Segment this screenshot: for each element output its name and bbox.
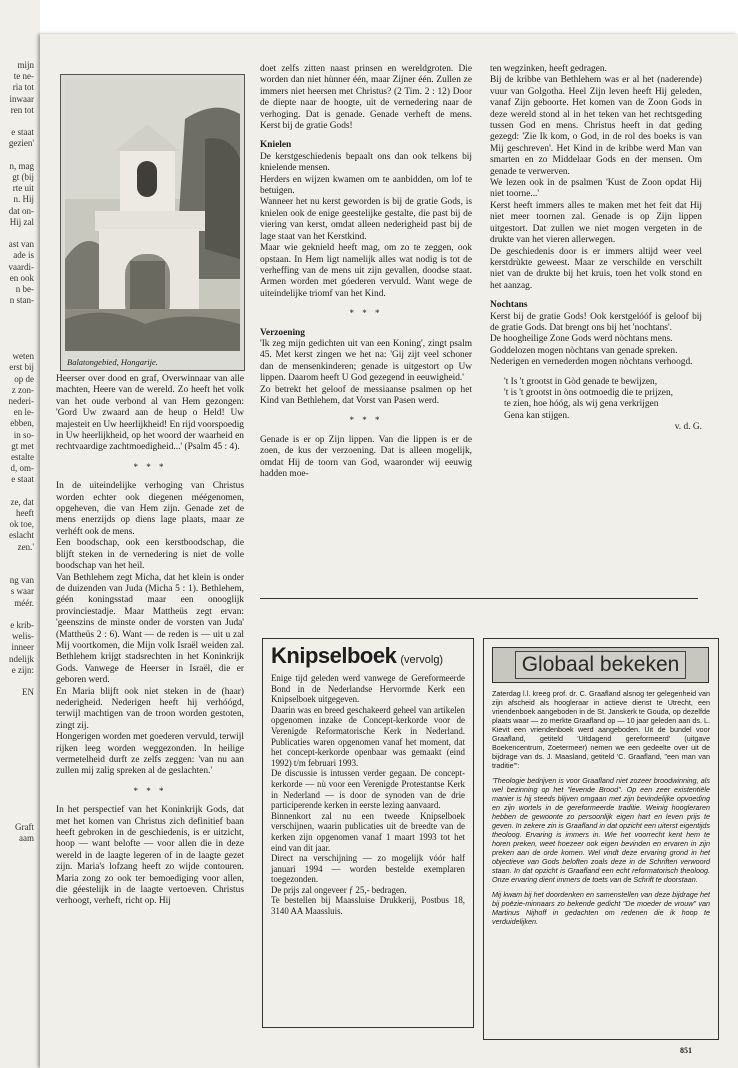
col2-paragraph: Maar wie geknield heeft mag, om zo te zeggen, ook opstaan. In Hem ligt namelijk alles wat nodig is tot de verheffing van de mens uit zijn gevallen, doodse staat. Armen worden met góederen vervuld. Want wege de uiteindelijke triomf van het Kind. (260, 243, 472, 299)
globaal-paragraph: Zaterdag l.l. kreeg prof. dr. C. Graafland alsnog ter gelegenheid van zijn afscheid als hoogleraar in actieve dienst te Utrecht, een vriendenboek aangeboden in de St. Janskerk te Gouda, op dezelfde plaats waar — zo merkte Graafland op — 10 jaar geleden aan ds. L. Kievit een vriendenboek werd aangeboden. Uit de bundel voor Graafland, getiteld 'Uitdagend gereformeerd' (uitgave Boekencentrum, Zoetermeer) nemen we een gedeelte over uit de bijdrage van ds. J. Maasland, getiteld 'C. Graafland, "een man van traditie"': (492, 689, 710, 770)
knipselboek-paragraph: Enige tijd geleden werd vanwege de Gereformeerde Bond in de Nederlandse Hervormde Kerk een Knipselboek uitgegeven. (271, 673, 465, 705)
prev-page-fragment: weten (12, 351, 34, 362)
knipselboek-paragraph: Binnenkort zal nu een tweede Knipselboek verschijnen, waarin publicaties uit de breedte van de kerken zijn opgenomen vanaf 1 maart 1993 tot het eind van dit jaar. (271, 810, 465, 853)
globaal-bekeken-banner (492, 647, 709, 683)
prev-page-fragment: in so- (13, 429, 34, 440)
col3-paragraph: Kerst heeft immers alles te maken met het feit dat Hij niet meer toornen zal. Genade is op Zijn lippen uitgestort. Dat zullen we niet mogen vergeten in de drukte van het vieren allerwegen. (490, 200, 702, 246)
col2-paragraph: Wanneer het nu kerst geworden is bij de gratie Gods, is knielen ook de enige geestelijke gestalte, die past bij de viering van kerst, omdat alleen nederigheid past bij de lage staat van het Kerstkind. (260, 197, 472, 242)
prev-page-fragment: ria tot (12, 82, 34, 93)
section-separator: * * * (133, 785, 167, 796)
prev-page-fragment: d, om- (10, 463, 34, 474)
prev-page-fragment: aam (19, 832, 34, 843)
col2-paragraph: Zo betrekt het geloof de messiaanse psalmen op het Kind van Bethlehem, dat Vorst van Pasen werd. (260, 384, 472, 406)
col1-paragraph: Hongerigen worden met goederen vervuld, terwijl rijken leeg worden weggezonden. In heilige vermetelheid durft ze zelfs zeggen: 'van nu aan zullen mij zalig spreken al de geslachten.' (56, 732, 244, 777)
knipselboek-text (271, 673, 465, 917)
prev-page-fragment: EN (22, 687, 34, 698)
knipselboek-paragraph: Te bestellen bij Maassluise Drukkerij, Postbus 18, 3140 AA Maassluis. (271, 895, 465, 917)
prev-page-fragment: z zon- (11, 384, 34, 395)
knipselboek-paragraph: Direct na verschijning — zo mogelijk vóór half januari 1994 — worden bestelde exemplaren toegezonden. (271, 853, 465, 885)
prev-page-fragment: eslacht (9, 530, 34, 541)
prev-page-fragment: e staat (11, 127, 34, 138)
page-number: 851 (680, 1046, 692, 1055)
prev-page-fragment: Hij zal (9, 216, 34, 227)
poem-line: 't Is 't grootst in Gòd genade te bewijzen, (504, 376, 658, 387)
column-2-text (260, 64, 472, 480)
section-heading-nochtans: Nochtans (490, 300, 528, 311)
section-heading-knielen: Knielen (260, 140, 292, 151)
prev-page-fragment: en ook (9, 272, 34, 283)
photo-caption: Balatongebied, Hongarije. (67, 357, 158, 367)
previous-page-strip (0, 0, 40, 1068)
photo-frame (60, 74, 245, 371)
globaal-bekeken-box (483, 638, 719, 1040)
globaal-paragraph: Mij kwam bij het doordenken en samenstellen van deze bijdrage het bij poëzie-minnaars zo bekende gedicht "De moeder de vrouw" van Martinus Nijhoff in gedachten om redenen die ik hoop te verduidelijken. (492, 890, 710, 926)
chapel-photo (65, 79, 240, 351)
col3-paragraph: De hoogheilige Zone Gods werd nòchtans mens. (490, 334, 673, 345)
col3-paragraph: Nederigen en vernederden mogen nòchtans verhoogd. (490, 357, 693, 368)
prev-page-fragment: heeft (16, 508, 34, 518)
prev-page-fragment: e zijn: (11, 664, 34, 675)
column-1-text (56, 374, 244, 908)
prev-page-fragment: welis- (12, 631, 34, 642)
prev-page-fragment: op de (14, 373, 34, 384)
prev-page-fragment: ebben, (10, 418, 34, 429)
knipselboek-title: Knipselboek (271, 643, 397, 668)
prev-page-fragment: n, mag (9, 160, 34, 171)
knipselboek-paragraph: De discussie is intussen verder gegaan. De concept-kerkorde — nù voor een Verenigde Protestantse Kerk in Nederland — is door de synoden van de drie participerende kerken in eerste lezing aanvaard. (271, 768, 465, 811)
prev-page-fragment: ng van (9, 575, 34, 586)
col2-paragraph: Herders en wijzen kwamen om te aanbidden, om lof te betuigen. (260, 174, 472, 197)
col1-paragraph: In de uiteindelijke verhoging van Christus worden echter ook diegenen méégenomen, opgeheven, die van Hem zijn. Genade zet de mens enerzijds op diens lage plaats, maar ze verhéft ook de mens. (56, 481, 244, 537)
col1-paragraph: En Maria blijft ook niet steken in de (haar) nederigheid. Nederigen heeft hij verhóógd, terwijl machtigen van de troon worden gestoten, zingt zij. (56, 686, 244, 731)
col1-paragraph: Een boodschap, ook een kerstboodschap, die blijft steken in de vernedering is niet de volle boodschap van het heil. (56, 538, 244, 572)
col2-paragraph: De kerstgeschiedenis bepaalt ons dan ook telkens bij knielende mensen. (260, 151, 472, 174)
prev-page-fragment: e krib- (10, 620, 34, 630)
knipselboek-paragraph: De prijs zal ongeveer ƒ 25,- bedragen. (271, 884, 407, 895)
col2-closing: Genade is er op Zijn lippen. Van die lippen is er de zoen, de kus der verzoening. Dat is alleen mogelijk, omdat Hij de toorn van God, waaronder wij eeuwig hadden moe- (260, 434, 472, 479)
prev-page-fragment: ade is (13, 250, 34, 261)
prev-page-fragment: e staat (11, 474, 34, 485)
prev-page-fragment: n be- (15, 284, 34, 294)
col3-paragraph: We lezen ook in de psalmen 'Kust de Zoon opdat Hij niet toorne...' (490, 178, 702, 200)
prev-page-fragment: mijn (17, 60, 34, 70)
prev-page-fragment: n stan- (9, 295, 34, 306)
poem-line: 't is 't grootst in òns ootmoedig die te prijzen, (504, 387, 673, 398)
prev-page-fragment: n. Hij (13, 194, 34, 205)
poem (504, 377, 702, 423)
knipselboek-paragraph: Daarin was en breed geschakeerd geheel van artikelen opgenomen inzake de Concept-kerkorde voor de Verenigde Reformatorische Kerk in Nederland. Publicaties waren opgenomen vanaf het moment, dat het concept-kerkorde openbaar was gemaakt (eind 1992) t/m februari 1993. (271, 704, 465, 768)
poem-line: Gena kan stijgen. (504, 410, 570, 421)
prev-page-fragment: rte uit (12, 183, 34, 194)
knipselboek-subtitle: (vervolg) (400, 654, 444, 666)
prev-page-fragment: erst bij (9, 362, 34, 373)
poem-line: te zien, hoe hóóg, als wij gena verkrijgen (504, 399, 659, 410)
column-3-text (490, 64, 702, 434)
col3-paragraph: Bij de kribbe van Bethlehem was er al het (naderende) vuur van Golgotha. Heel Zijn leven heeft Hij geleden, vanaf Zijn geboorte. Het komen van de Zoon Gods in deze wereld stond al in het teken van het rechtsgeding tussen God en mens. Christus heeft in dat geding gezegd: 'Zie Ik kom, o God, in de rol des boeks is van Mij geschreven'. Het Kind in de kribbe werd Man van smarten en zo Middelaar Gods en der mensen. Om genade te verwerven. (490, 75, 702, 177)
article-end-rule (260, 598, 698, 599)
prev-page-fragment: gt met (11, 440, 34, 451)
magazine-page (40, 34, 738, 1068)
prev-page-fragment: te ne- (13, 71, 34, 82)
prev-page-fragment: ok toe, (9, 519, 34, 530)
prev-page-fragment: ast van (8, 239, 34, 250)
prev-page-fragment: ndelijk (9, 653, 34, 664)
prev-page-fragment: vaardi- (8, 261, 34, 272)
prev-page-fragment: inneer (11, 642, 34, 653)
globaal-bekeken-title: Globaal bekeken (515, 651, 687, 679)
col1-paragraph: In het perspectief van het Koninkrijk Gods, dat met het komen van Christus zich definitief baan heeft gebroken in de geschiedenis, is er uitzicht, hoop — want belofte — voor allen die in deze wereld in de laagte legeren of in de laagte gezet zijn. Maria's lofzang heeft zo wijde contouren. Maria zong zo ook ter bemoediging voor allen, die géestelijk in de laagte vertoeven. Christus verhoogt, verheft, richt op. Hij (56, 805, 244, 907)
prev-page-fragment: s waar (10, 586, 34, 597)
signature: v. d. G. (674, 422, 702, 433)
globaal-paragraph: 'Theologie bedrijven is voor Graafland niet zozeer broodwinning, als wel bezinning op het "levende Brood". Op een zeer existentiële manier is hij steeds blijven omgaan met zijn bevindelijke opvoeding en zijn wortels in de gereformeerde traditie. Weinig hoogleraren hebben de gewoonte zo persoonlijk eigen hart en leven prijs te geven. In zekere zin is Graafland in dat opzicht een uiterst eigentijds theoloog. Ervaring is immers in. Wie het voorrecht kent hem te horen preken, weet hoezeer ook eigen bevinden en ervaren in zijn preken aan de orde komen. Wel vindt deze ervaring grond in het objectieve van Gods beloften zoals deze in de Schriften verwoord staan. In dat opzicht is Graafland een echt reformatorisch theoloog. Onze ervaring dient immers de toets van de Schrift te doorstaan. (492, 776, 710, 884)
prev-page-fragment: méér. (14, 597, 34, 608)
col3-paragraph: Goddelozen mogen nòchtans van genade spreken. (490, 345, 678, 356)
section-separator: * * * (133, 461, 167, 472)
prev-page-fragment: inwaar (9, 93, 34, 104)
prev-page-fragment: en le- (13, 407, 34, 418)
col3-paragraph: ten wegzinken, heeft gedragen. (490, 64, 607, 74)
prev-page-fragment: zen.' (17, 541, 34, 552)
col2-intro: doet zelfs zitten naast prinsen en wereldgroten. Die worden dan niet hùnner één, maar Zijner één. Zullen ze immers niet heersen met Christus? (2 Tim. 2 : 12) Door de diepte naar de hoogte, uit de vernedering naar de verhoging. Dat is genade. Genade verheft de mens. Kerst bij de gratie Gods! (260, 64, 472, 132)
knipselboek-box (262, 638, 474, 1028)
col1-paragraph: Van Bethlehem zegt Micha, dat het klein is onder de duizenden van Juda (Micha 5 : 1). Bethlehem, géén koningsstad maar een onooglijk provinciestadje. Maar Mattheüs zegt ervan: 'geenszins de minste onder de vorsten van Juda' (Mattheüs 2 : 6). Want — de reden is — uit u zal Mij voortkomen, die Mijn volk Israël weiden zal. Bethlehem krijgt stadsrechten in het Koninkrijk Gods. Vanwege de Heerser in Israël, die er geboren werd. (56, 572, 244, 686)
prev-page-fragment: dat on- (8, 205, 34, 216)
prev-page-fragment: ren tot (10, 104, 34, 115)
chapel-illustration (65, 79, 240, 351)
prev-page-fragment: ze, dat (10, 496, 34, 507)
prev-page-fragment: gt (bij (12, 172, 34, 182)
col1-paragraph: Heerser over dood en graf, Overwinnaar van alle machten, Heere van de wereld. Zo heeft het volk van het oude verbond al van Hem gezongen: 'Gord Uw zwaard aan de heup o Held! Uw majesteit en Uw heerlijkheid! En rijd voorspoedig in Uw heerlijkheid, op het woord der waarheid en rechtvaardige zachtmoedigheid...' (Psalm 45 : 4). (56, 374, 244, 453)
prev-page-fragment: nederi- (8, 396, 34, 406)
col3-paragraph: De geschiedenis door is er immers altijd weer veel kerstdrùkte geweest. Maar ze verschilde en verschilt niet van de drukte bij het kruis, toen het volk stond en het aanzag. (490, 246, 702, 291)
section-separator: * * * (349, 308, 383, 319)
col2-paragraph: 'Ik zeg mijn gedichten uit van een Koning', zingt psalm 45. Met kerst zingen we het na: 'Gij zijt veel schoner dan de mensenkinderen; genade is uitgestort op Uw lippen. Daarom heeft U God gezegend in eeuwigheid.' (260, 338, 472, 384)
col3-paragraph: Kerst bij de gratie Gods! Ook kerstgelóóf is geloof bij de gratie Gods. Dat brengt ons bij het 'nochtans'. (490, 311, 702, 333)
prev-page-fragment: gezien' (8, 138, 34, 149)
section-separator: * * * (349, 415, 383, 426)
prev-page-fragment: estalte (11, 452, 34, 462)
globaal-bekeken-text (492, 689, 710, 932)
section-heading-verzoening: Verzoening (260, 327, 305, 338)
prev-page-fragment: Graft (15, 821, 34, 832)
